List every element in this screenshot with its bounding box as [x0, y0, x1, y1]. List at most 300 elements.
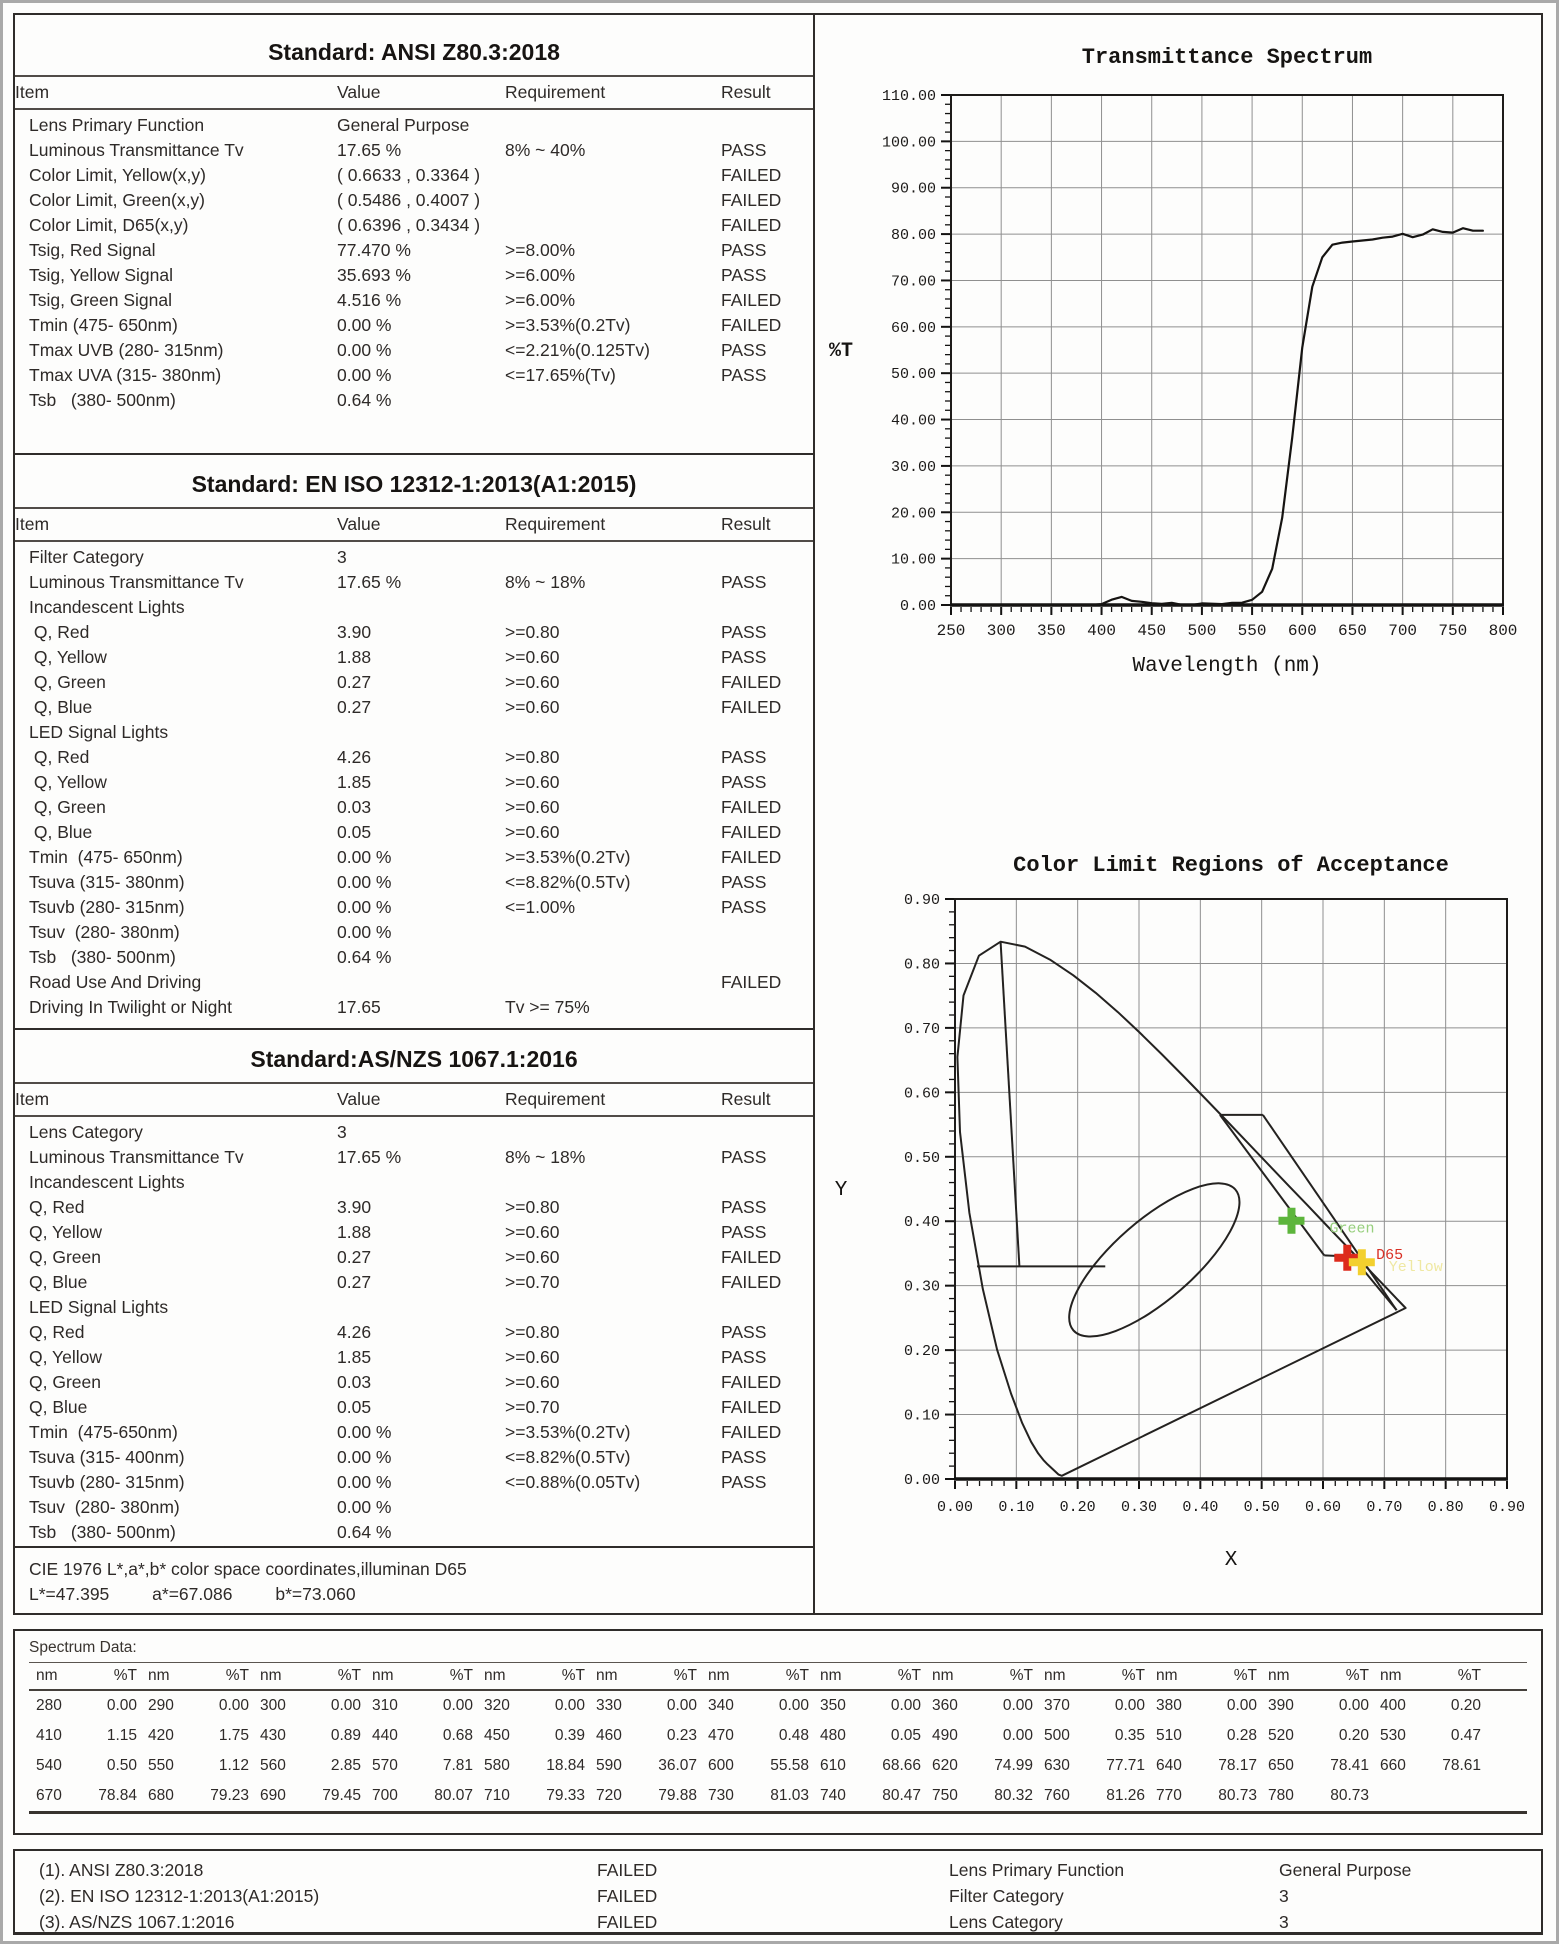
- spectrum-nm-value: 380: [1156, 1697, 1182, 1714]
- spectrum-t-value: 1.75: [218, 1727, 249, 1744]
- value-cell: 4.26: [337, 1322, 372, 1342]
- value-cell: [337, 720, 505, 745]
- result-cell: PASS: [721, 622, 767, 642]
- value-cell: [337, 970, 505, 995]
- y-tick-label: 10.00: [890, 551, 936, 569]
- spectrum-nm-value: 450: [484, 1727, 510, 1744]
- result-cell: PASS: [721, 240, 767, 260]
- x-tick-label: 450: [1137, 622, 1167, 640]
- y-tick-label: 90.00: [890, 180, 936, 198]
- x-tick-label: 500: [1187, 622, 1217, 640]
- x-tick-label: 750: [1438, 622, 1468, 640]
- result-cell: [721, 720, 813, 745]
- value-cell: ( 0.6396 , 0.3434 ): [337, 215, 481, 235]
- requirement-cell: [505, 945, 721, 970]
- spectrum-t-value: 78.61: [1442, 1757, 1481, 1774]
- spectrum-t-value: 79.45: [322, 1787, 361, 1804]
- result-cell: PASS: [721, 897, 767, 917]
- spectrum-t-value: 1.15: [106, 1727, 137, 1744]
- spectrum-nm-value: 340: [708, 1697, 734, 1714]
- requirement-cell: >=0.60: [505, 1372, 560, 1392]
- requirement-cell: [505, 213, 721, 238]
- summary-property-value: General Purpose: [1279, 1860, 1412, 1880]
- value-cell: 17.65 %: [337, 572, 402, 592]
- item-cell: Q, Blue: [29, 1272, 88, 1292]
- spectrum-t-value: 0.00: [666, 1697, 697, 1714]
- value-cell: 1.88: [337, 647, 372, 667]
- x-tick-label: 0.60: [1304, 1499, 1342, 1516]
- summary-property-label: Lens Category: [949, 1912, 1063, 1932]
- y-tick-label: 110.00: [881, 88, 936, 105]
- spectrum-nm-value: 320: [484, 1697, 510, 1714]
- value-cell: 0.00 %: [337, 1497, 392, 1517]
- table-rows: [15, 113, 813, 413]
- summary-result: FAILED: [597, 1886, 658, 1906]
- column-header: Item: [15, 1089, 50, 1109]
- table-rows: [15, 1120, 813, 1545]
- column-header: Value: [337, 82, 381, 102]
- item-cell: Tmin (475-650nm): [29, 1422, 178, 1442]
- summary-result: FAILED: [597, 1860, 658, 1880]
- spectrum-col-pt: %T: [1345, 1667, 1369, 1684]
- column-header: Requirement: [505, 82, 606, 102]
- value-cell: 3: [337, 1122, 347, 1142]
- summary-box: [13, 1849, 1543, 1935]
- spectrum-nm-value: 580: [484, 1757, 510, 1774]
- y-tick-label: 60.00: [890, 319, 936, 337]
- spectrum-nm-value: 470: [708, 1727, 734, 1744]
- spectrum-nm-value: 740: [820, 1787, 846, 1804]
- requirement-cell: >=0.60: [505, 697, 560, 717]
- spectrum-table-body: [29, 1691, 1527, 1811]
- column-header: Result: [721, 82, 771, 102]
- spectrum-t-value: 0.00: [1226, 1697, 1257, 1714]
- spectrum-nm-value: 590: [596, 1757, 622, 1774]
- value-cell: 0.00 %: [337, 847, 392, 867]
- spectrum-table: [29, 1662, 1527, 1814]
- result-cell: FAILED: [721, 1372, 782, 1392]
- column-header: Requirement: [505, 1089, 606, 1109]
- color-limit-region-line: [1263, 1115, 1397, 1310]
- item-cell: Q, Red: [29, 747, 90, 767]
- spectrum-t-value: 79.33: [546, 1787, 585, 1804]
- item-cell: Q, Red: [29, 1197, 85, 1217]
- value-cell: 0.00 %: [337, 872, 392, 892]
- x-tick-label: 0.10: [998, 1499, 1035, 1516]
- spectrum-nm-value: 500: [1044, 1727, 1070, 1744]
- result-cell: [721, 1495, 813, 1520]
- spectrum-t-value: 0.39: [554, 1727, 585, 1744]
- standard-title: Standard:AS/NZS 1067.1:2016: [250, 1046, 578, 1072]
- requirement-cell: [505, 1170, 721, 1195]
- y-tick-label: 40.00: [890, 412, 936, 430]
- requirement-cell: >=0.70: [505, 1397, 560, 1417]
- spectrum-t-value: 0.35: [1114, 1727, 1145, 1744]
- x-tick-label: 800: [1488, 622, 1518, 640]
- cie-note-line1: CIE 1976 L*,a*,b* color space coordinates,illuminan D65: [29, 1559, 467, 1579]
- x-tick-label: 0.00: [936, 1499, 974, 1516]
- value-cell: 4.26: [337, 747, 372, 767]
- result-cell: [721, 1295, 813, 1320]
- spectrum-col-nm: nm: [484, 1667, 506, 1684]
- item-cell: Q, Yellow: [29, 772, 107, 792]
- x-tick-label: 600: [1287, 622, 1317, 640]
- requirement-cell: >=0.60: [505, 1347, 560, 1367]
- spectrum-t-value: 0.00: [554, 1697, 585, 1714]
- spectrum-nm-value: 670: [36, 1787, 62, 1804]
- spectrum-nm-value: 370: [1044, 1697, 1070, 1714]
- item-cell: Color Limit, D65(x,y): [29, 215, 189, 235]
- requirement-cell: [505, 920, 721, 945]
- spectrum-nm-value: 640: [1156, 1757, 1182, 1774]
- requirement-cell: [505, 163, 721, 188]
- requirement-cell: >=8.00%: [505, 240, 576, 260]
- spectrum-nm-value: 680: [148, 1787, 174, 1804]
- requirement-cell: <=8.82%(0.5Tv): [505, 1447, 631, 1467]
- requirement-cell: 8% ~ 40%: [505, 140, 586, 160]
- spectrum-nm-value: 430: [260, 1727, 286, 1744]
- y-tick-label: 50.00: [890, 366, 936, 384]
- result-cell: FAILED: [721, 215, 782, 235]
- item-cell: Tsb (380- 500nm): [29, 390, 176, 410]
- result-cell: PASS: [721, 340, 767, 360]
- standard-table-eniso: [15, 455, 813, 1030]
- spectrum-t-value: 55.58: [770, 1757, 809, 1774]
- spectrum-col-nm: nm: [1044, 1667, 1066, 1684]
- x-tick-label: 700: [1388, 622, 1418, 640]
- item-cell: Q, Yellow: [29, 1222, 102, 1242]
- result-cell: FAILED: [721, 1272, 782, 1292]
- item-cell: Incandescent Lights: [29, 1172, 185, 1192]
- table-header: [15, 75, 813, 110]
- spectrum-col-pt: %T: [785, 1667, 809, 1684]
- value-cell: 1.88: [337, 1222, 372, 1242]
- x-tick-label: 550: [1237, 622, 1267, 640]
- x-tick-label: 0.50: [1243, 1499, 1280, 1516]
- result-cell: [721, 1170, 813, 1195]
- standards-panel: [15, 15, 815, 1613]
- charts-svg: [815, 15, 1541, 1613]
- spectrum-col-nm: nm: [932, 1667, 954, 1684]
- spectrum-nm-value: 650: [1268, 1757, 1294, 1774]
- spectrum-t-value: 0.28: [1226, 1727, 1257, 1744]
- y-tick-label: 0.30: [903, 1278, 940, 1296]
- value-cell: 0.27: [337, 1272, 372, 1292]
- result-cell: FAILED: [721, 165, 782, 185]
- spectrum-t-value: 0.47: [1450, 1727, 1481, 1744]
- value-cell: 17.65 %: [337, 1147, 402, 1167]
- spectrum-t-value: 77.71: [1106, 1757, 1145, 1774]
- summary-property-label: Filter Category: [949, 1886, 1064, 1906]
- item-cell: Tmax UVB (280- 315nm): [29, 340, 224, 360]
- x-axis-label: Wavelength (nm): [1132, 655, 1322, 678]
- value-cell: 1.85: [337, 1347, 372, 1367]
- item-cell: Q, Green: [29, 1247, 101, 1267]
- cie-note-values: [29, 1582, 813, 1607]
- x-tick-label: 650: [1338, 622, 1367, 640]
- value-cell: 0.03: [337, 797, 372, 817]
- item-cell: Q, Blue: [29, 1397, 88, 1417]
- spectrum-nm-value: 360: [932, 1697, 958, 1714]
- value-cell: 3: [337, 547, 347, 567]
- spectrum-t-value: 79.23: [210, 1787, 249, 1804]
- spectrum-t-value: 0.00: [778, 1697, 809, 1714]
- spectrum-t-value: 36.07: [658, 1757, 697, 1774]
- spectrum-nm-value: 300: [260, 1697, 286, 1714]
- requirement-cell: [505, 1120, 721, 1145]
- spectrum-t-value: 80.73: [1330, 1787, 1369, 1804]
- x-tick-label: 250: [936, 622, 966, 640]
- value-cell: ( 0.5486 , 0.4007 ): [337, 190, 481, 210]
- requirement-cell: <=1.00%: [505, 897, 576, 917]
- spectrum-nm-value: 480: [820, 1727, 846, 1744]
- spectrum-t-value: 0.68: [442, 1727, 473, 1744]
- spectrum-t-value: 0.00: [890, 1697, 921, 1714]
- requirement-cell: >=0.80: [505, 622, 560, 642]
- spectrum-nm-value: 290: [148, 1697, 174, 1714]
- standard-table-ansi: [15, 15, 813, 455]
- item-cell: Tsuv (280- 380nm): [29, 922, 180, 942]
- spectrum-col-pt: %T: [561, 1667, 585, 1684]
- result-cell: FAILED: [721, 697, 782, 717]
- column-header: Result: [721, 1089, 771, 1109]
- requirement-cell: >=3.53%(0.2Tv): [505, 847, 631, 867]
- color-limit-chart-title: Color Limit Regions of Acceptance: [1013, 853, 1449, 878]
- summary-standard-name: (1). ANSI Z80.3:2018: [39, 1860, 204, 1880]
- result-cell: PASS: [721, 140, 767, 160]
- item-cell: Lens Primary Function: [29, 115, 205, 135]
- spectrum-nm-value: 690: [260, 1787, 286, 1804]
- item-cell: Driving In Twilight or Night: [29, 997, 232, 1017]
- x-tick-label: 400: [1087, 622, 1116, 640]
- item-cell: Tsb (380- 500nm): [29, 1522, 176, 1542]
- spectrum-data-label: Spectrum Data:: [29, 1639, 137, 1656]
- column-header: Item: [15, 82, 50, 102]
- value-cell: General Purpose: [337, 115, 470, 135]
- value-cell: 0.05: [337, 822, 372, 842]
- item-cell: Tmin (475- 650nm): [29, 315, 178, 335]
- spectrum-nm-value: 750: [932, 1787, 958, 1804]
- green-marker-label: Green: [1329, 1220, 1375, 1238]
- spectrum-t-value: 0.89: [330, 1727, 361, 1744]
- spectrum-nm-value: 770: [1156, 1787, 1182, 1804]
- spectrum-nm-value: 530: [1380, 1727, 1406, 1744]
- x-tick-label: 0.80: [1427, 1499, 1464, 1516]
- spectrum-t-value: 68.66: [882, 1757, 921, 1774]
- requirement-cell: 8% ~ 18%: [505, 1147, 586, 1167]
- item-cell: Tsuv (280- 380nm): [29, 1497, 180, 1517]
- spectrum-nm-value: 350: [820, 1697, 846, 1714]
- spectrum-t-value: 0.00: [442, 1697, 473, 1714]
- y-tick-label: 0.20: [903, 1343, 940, 1361]
- item-cell: Tsuvb (280- 315nm): [29, 1472, 185, 1492]
- y-tick-label: 80.00: [890, 227, 936, 245]
- item-cell: Filter Category: [29, 547, 144, 567]
- y-tick-label: 0.40: [903, 1214, 940, 1232]
- item-cell: Q, Yellow: [29, 647, 107, 667]
- value-cell: 4.516 %: [337, 290, 402, 310]
- spectrum-t-value: 0.05: [890, 1727, 921, 1744]
- requirement-cell: >=0.80: [505, 747, 560, 767]
- d65-marker-label: D65: [1376, 1246, 1404, 1264]
- column-header: Item: [15, 514, 50, 534]
- spectrum-nm-value: 520: [1268, 1727, 1294, 1744]
- requirement-cell: [505, 1495, 721, 1520]
- item-cell: Q, Blue: [29, 697, 93, 717]
- spectrum-nm-value: 720: [596, 1787, 622, 1804]
- spectrum-t-value: 0.00: [1002, 1697, 1033, 1714]
- value-cell: 0.64 %: [337, 390, 392, 410]
- spectrum-t-value: 78.17: [1218, 1757, 1257, 1774]
- requirement-cell: [505, 1520, 721, 1545]
- item-cell: LED Signal Lights: [29, 1297, 169, 1317]
- item-cell: Tsuva (315- 380nm): [29, 872, 185, 892]
- summary-property-value: 3: [1279, 1886, 1289, 1906]
- cie-spectral-locus: [957, 942, 1405, 1476]
- spectrum-t-value: 74.99: [994, 1757, 1033, 1774]
- spectrum-col-pt: %T: [225, 1667, 249, 1684]
- spectrum-t-value: 0.20: [1338, 1727, 1369, 1744]
- value-cell: 0.05: [337, 1397, 372, 1417]
- spectrum-col-pt: %T: [449, 1667, 473, 1684]
- value-cell: 0.27: [337, 1247, 372, 1267]
- spectrum-col-nm: nm: [372, 1667, 394, 1684]
- spectrum-t-value: 0.20: [1450, 1697, 1481, 1714]
- requirement-cell: >=0.70: [505, 1272, 560, 1292]
- item-cell: Tmax UVA (315- 380nm): [29, 365, 222, 385]
- item-cell: Luminous Transmittance Tv: [29, 1147, 244, 1167]
- top-section: [13, 13, 1543, 1615]
- value-cell: 17.65 %: [337, 140, 402, 160]
- result-cell: FAILED: [721, 797, 782, 817]
- result-cell: PASS: [721, 1447, 767, 1467]
- table-rows: [15, 545, 813, 1020]
- item-cell: Luminous Transmittance Tv: [29, 572, 244, 592]
- spectrum-nm-value: 600: [708, 1757, 734, 1774]
- requirement-cell: >=6.00%: [505, 290, 576, 310]
- item-cell: Q, Red: [29, 622, 90, 642]
- result-cell: PASS: [721, 872, 767, 892]
- x-tick-label: 0.90: [1488, 1499, 1526, 1516]
- value-cell: 0.64 %: [337, 1522, 392, 1542]
- item-cell: Tsig, Red Signal: [29, 240, 156, 260]
- plot-border: [955, 899, 1507, 1479]
- value-cell: [337, 1170, 505, 1195]
- item-cell: Color Limit, Green(x,y): [29, 190, 206, 210]
- summary-result: FAILED: [597, 1912, 658, 1932]
- result-cell: PASS: [721, 747, 767, 767]
- spectrum-nm-value: 400: [1380, 1697, 1406, 1714]
- requirement-cell: <=2.21%(0.125Tv): [505, 340, 650, 360]
- y-tick-label: 0.00: [903, 1472, 940, 1489]
- item-cell: Tsuvb (280- 315nm): [29, 897, 185, 917]
- spectrum-col-nm: nm: [1380, 1667, 1402, 1684]
- requirement-cell: >=6.00%: [505, 265, 576, 285]
- value-cell: 0.00 %: [337, 897, 392, 917]
- result-cell: FAILED: [721, 822, 782, 842]
- requirement-cell: [505, 388, 721, 413]
- y-tick-label: 20.00: [890, 505, 936, 523]
- spectrum-nm-value: 760: [1044, 1787, 1070, 1804]
- value-cell: 0.00 %: [337, 922, 392, 942]
- spectrum-col-nm: nm: [820, 1667, 842, 1684]
- transmittance-curve: [981, 228, 1483, 605]
- standard-table-asnzs: [15, 1030, 813, 1548]
- value-cell: 1.85: [337, 772, 372, 792]
- spectrum-col-pt: %T: [113, 1667, 137, 1684]
- column-header: Result: [721, 514, 771, 534]
- value-cell: 77.470 %: [337, 240, 411, 260]
- requirement-cell: >=0.60: [505, 647, 560, 667]
- color-limit-region-line: [1220, 1115, 1324, 1255]
- item-cell: LED Signal Lights: [29, 722, 169, 742]
- requirement-cell: >=0.60: [505, 797, 560, 817]
- requirement-cell: >=0.60: [505, 1247, 560, 1267]
- spectrum-t-value: 79.88: [658, 1787, 697, 1804]
- spectrum-t-value: 0.23: [666, 1727, 697, 1744]
- spectrum-nm-value: 660: [1380, 1757, 1406, 1774]
- x-tick-label: 350: [1036, 622, 1066, 640]
- item-cell: Q, Blue: [29, 822, 93, 842]
- spectrum-nm-value: 460: [596, 1727, 622, 1744]
- item-cell: Tsuva (315- 400nm): [29, 1447, 185, 1467]
- spectrum-t-value: 81.26: [1106, 1787, 1145, 1804]
- summary-property-label: Lens Primary Function: [949, 1860, 1125, 1880]
- y-tick-label: 0.90: [903, 892, 940, 909]
- y-tick-label: 30.00: [890, 458, 936, 476]
- spectrum-nm-value: 610: [820, 1757, 846, 1774]
- spectrum-col-nm: nm: [148, 1667, 170, 1684]
- result-cell: FAILED: [721, 847, 782, 867]
- result-cell: FAILED: [721, 315, 782, 335]
- standard-title: Standard: ANSI Z80.3:2018: [268, 39, 560, 65]
- requirement-cell: [505, 545, 721, 570]
- result-cell: PASS: [721, 1322, 767, 1342]
- spectrum-nm-value: 700: [372, 1787, 398, 1804]
- spectrum-t-value: 0.00: [106, 1697, 137, 1714]
- column-header: Value: [337, 1089, 381, 1109]
- value-cell: 0.64 %: [337, 947, 392, 967]
- item-cell: Color Limit, Yellow(x,y): [29, 165, 206, 185]
- spectrum-nm-value: 710: [484, 1787, 510, 1804]
- requirement-cell: >=3.53%(0.2Tv): [505, 315, 631, 335]
- value-cell: 35.693 %: [337, 265, 411, 285]
- item-cell: Tsig, Yellow Signal: [29, 265, 173, 285]
- spectrum-col-nm: nm: [708, 1667, 730, 1684]
- requirement-cell: >=3.53%(0.2Tv): [505, 1422, 631, 1442]
- item-cell: Tmin (475- 650nm): [29, 847, 183, 867]
- d65-marker-cross: [1334, 1245, 1360, 1271]
- spectrum-col-nm: nm: [36, 1667, 58, 1684]
- result-cell: PASS: [721, 1222, 767, 1242]
- value-cell: 0.27: [337, 697, 372, 717]
- spectrum-t-value: 81.03: [770, 1787, 809, 1804]
- item-cell: Tsb (380- 500nm): [29, 947, 176, 967]
- column-header: Requirement: [505, 514, 606, 534]
- requirement-cell: 8% ~ 18%: [505, 572, 586, 592]
- spectrum-nm-value: 310: [372, 1697, 398, 1714]
- item-cell: Incandescent Lights: [29, 597, 185, 617]
- result-cell: FAILED: [721, 1422, 782, 1442]
- cie-a-value: a*=67.086: [152, 1584, 233, 1604]
- spectrum-t-value: 80.07: [434, 1787, 473, 1804]
- value-cell: 3.90: [337, 1197, 372, 1217]
- y-tick-label: 0.50: [903, 1149, 940, 1167]
- spectrum-nm-value: 780: [1268, 1787, 1294, 1804]
- result-cell: PASS: [721, 265, 767, 285]
- x-tick-label: 300: [986, 622, 1016, 640]
- spectrum-nm-value: 570: [372, 1757, 398, 1774]
